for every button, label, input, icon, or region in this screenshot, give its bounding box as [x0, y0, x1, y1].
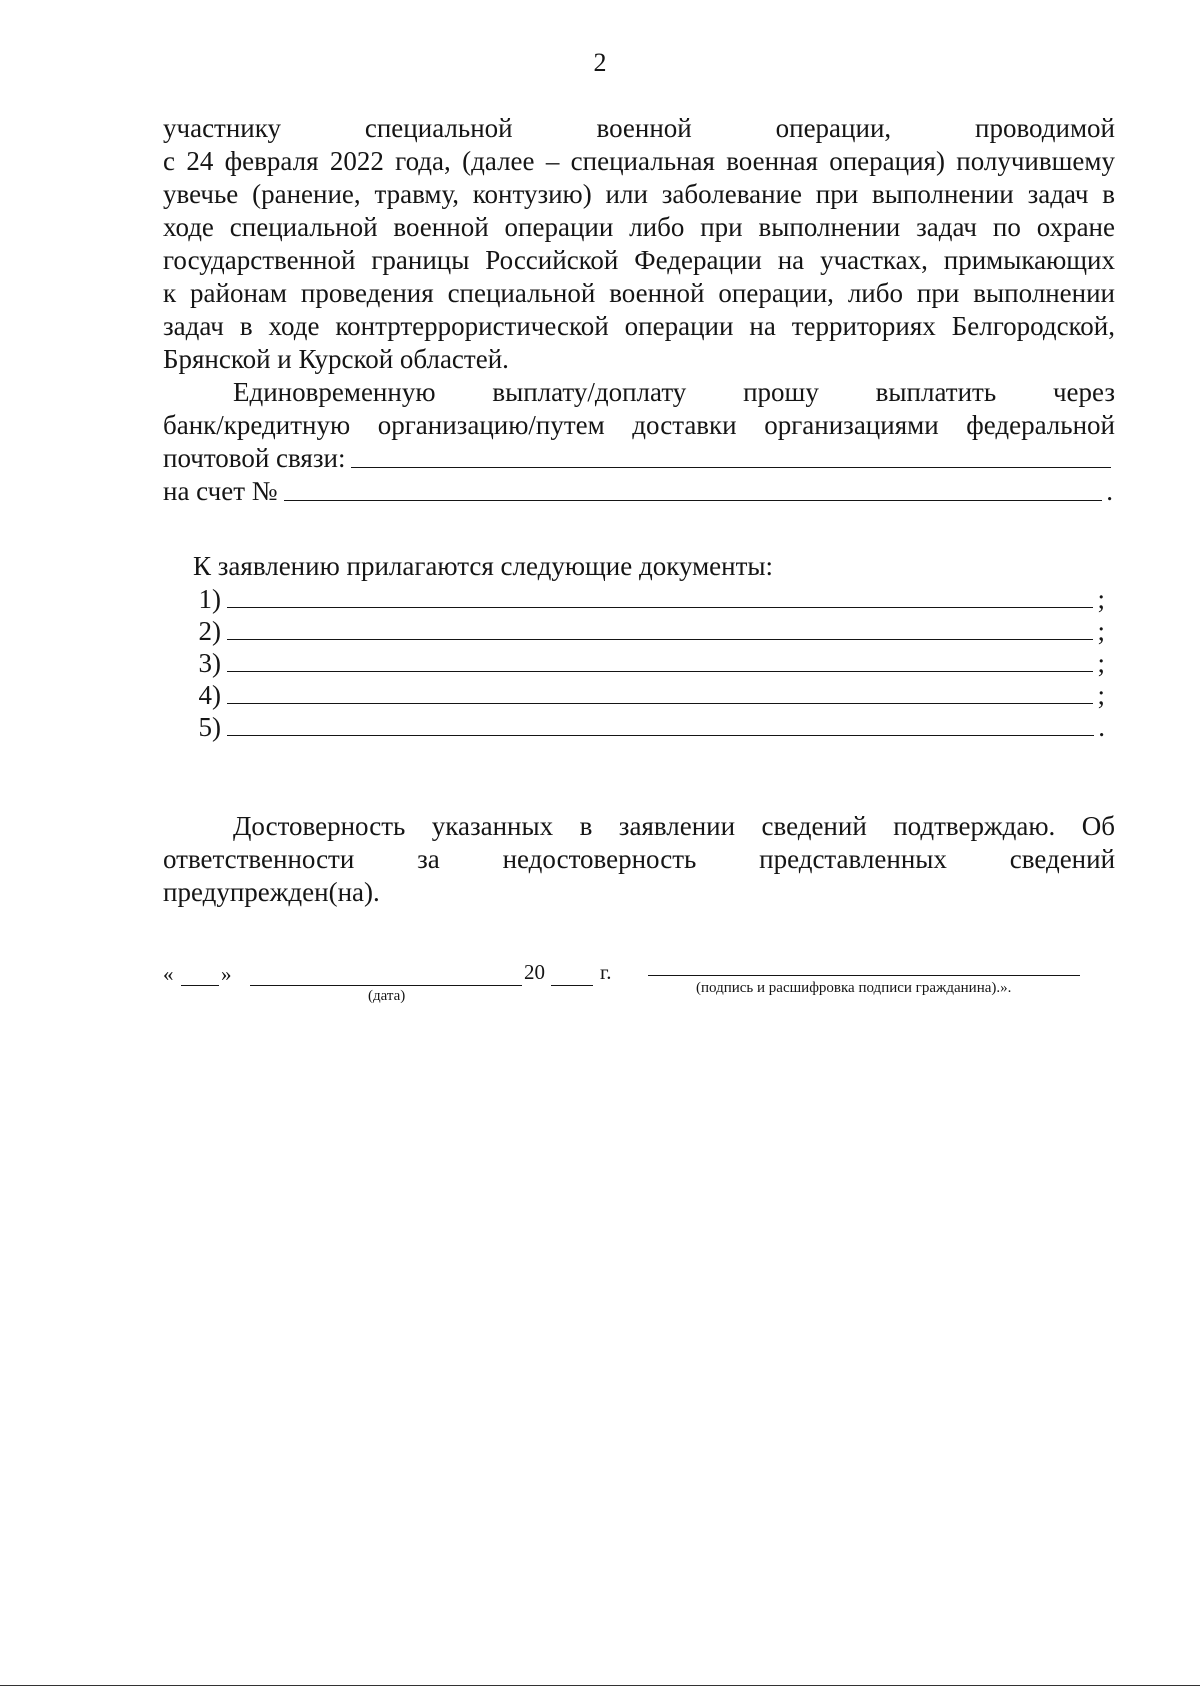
postal-row	[163, 442, 1115, 475]
paragraph-line: участнику специальной военной операции, проводимой	[163, 113, 1115, 143]
account-label: на счет №	[163, 476, 278, 506]
date-caption: (дата)	[368, 988, 406, 1004]
signature-input-line[interactable]	[648, 974, 1080, 976]
attachment-row: 3) ;	[198, 648, 1105, 678]
month-input-line[interactable]	[250, 984, 522, 986]
signature-caption: (подпись и расшифровка подписи гражданина).».	[696, 980, 1012, 996]
attachments-title: К заявлению прилагаются следующие документы:	[193, 551, 774, 581]
paragraph-line: банк/кредитную организацию/путем доставки организациями федеральной	[163, 410, 1115, 440]
signature-row	[163, 950, 1103, 1010]
paragraph-payment	[163, 376, 1115, 508]
attachment-input-line[interactable]	[227, 734, 1094, 736]
account-row: на счет № .	[163, 476, 1113, 506]
attachments-section	[193, 550, 1105, 743]
attachment-row: 2) ;	[198, 616, 1105, 646]
day-input-line[interactable]	[181, 984, 219, 986]
paragraph-line: ходе специальной военной операции либо при выполнении задач по охране	[163, 212, 1115, 242]
paragraph-line: ответственности за недостоверность представленных сведений	[163, 844, 1116, 874]
paragraph-line: Брянской и Курской областей.	[163, 344, 509, 374]
postal-label: почтовой связи:	[163, 443, 346, 473]
attachment-row: 1) ;	[198, 584, 1105, 614]
paragraph-line: задач в ходе контртеррористической операции на территориях Белгородской,	[163, 311, 1115, 341]
year-prefix: 20	[524, 960, 545, 984]
paragraph-line: государственной границы Российской Федерации на участках, примыкающих	[163, 245, 1115, 275]
paragraph-line: к районам проведения специальной военной операции, либо при выполнении	[163, 278, 1115, 308]
paragraph-line: предупрежден(на).	[163, 877, 380, 907]
attachment-input-line[interactable]	[227, 606, 1093, 608]
date-quote-close: »	[221, 962, 232, 986]
paragraph-confirmation	[163, 810, 1115, 909]
attachment-row: 5) .	[198, 712, 1105, 742]
paragraph-line: с 24 февраля 2022 года, (далее – специальная военная операция) получившему	[163, 146, 1115, 176]
year-input-line[interactable]	[551, 984, 593, 986]
attachment-input-line[interactable]	[227, 638, 1093, 640]
attachment-row: 4) ;	[198, 680, 1105, 710]
page-bottom-rule	[0, 1685, 1200, 1686]
date-quote-open: «	[163, 962, 174, 986]
year-suffix: г.	[600, 960, 612, 984]
account-input-line[interactable]	[284, 499, 1103, 501]
paragraph-line: Единовременную выплату/доплату прошу выплатить через	[233, 377, 1116, 407]
attachment-input-line[interactable]	[227, 702, 1093, 704]
postal-input-line[interactable]	[351, 466, 1111, 468]
paragraph-recipient	[163, 112, 1115, 376]
attachment-input-line[interactable]	[227, 670, 1093, 672]
paragraph-line: Достоверность указанных в заявлении сведений подтверждаю. Об	[233, 811, 1115, 841]
page-number: 2	[593, 48, 607, 77]
paragraph-line: увечье (ранение, травму, контузию) или заболевание при выполнении задач в	[163, 179, 1115, 209]
